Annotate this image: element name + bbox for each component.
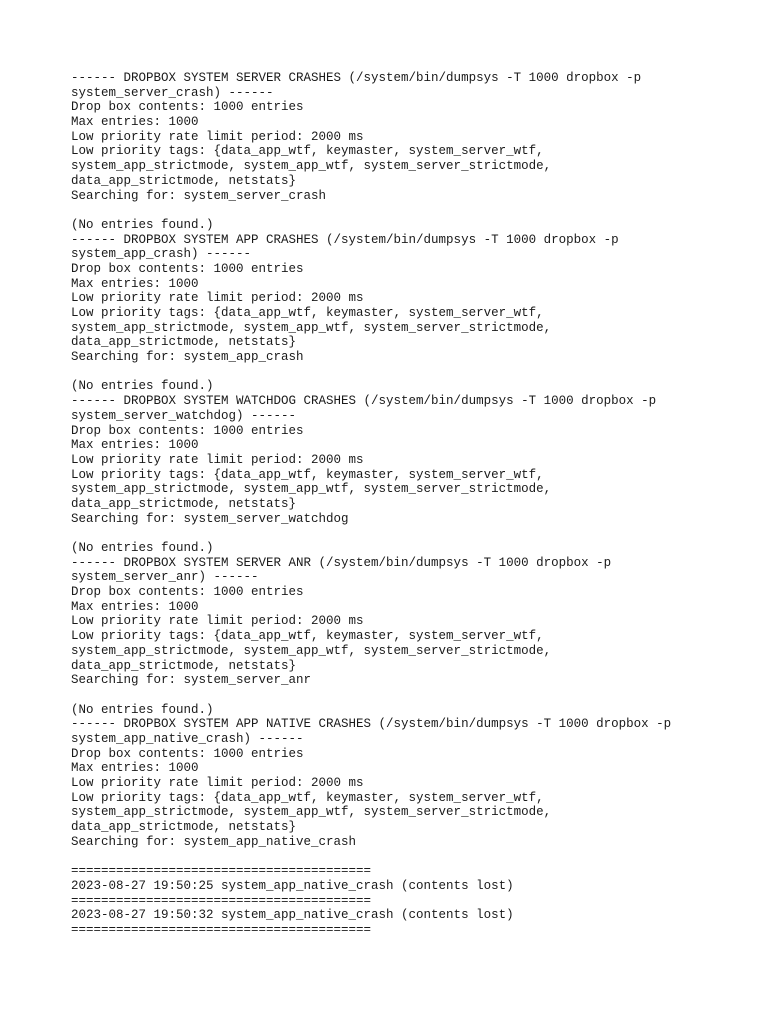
log-line: Low priority rate limit period: 2000 ms — [71, 129, 364, 144]
blank-line — [71, 203, 731, 218]
log-line: Searching for: system_server_crash — [71, 188, 327, 203]
log-line: data_app_strictmode, netstats} — [71, 335, 297, 350]
log-line: (No entries found.) — [71, 379, 214, 394]
log-line: Searching for: system_server_watchdog — [71, 511, 349, 526]
log-line: 2023-08-27 19:50:25 system_app_native_crash (contents lost) — [71, 878, 514, 893]
log-line: system_server_crash) ------ — [71, 85, 274, 100]
log-line: ------ DROPBOX SYSTEM SERVER CRASHES (/system/bin/dumpsys -T 1000 dropbox -p — [71, 71, 642, 85]
log-line: system_app_native_crash) ------ — [71, 731, 304, 746]
log-line: Drop box contents: 1000 entries — [71, 261, 304, 276]
log-line: Drop box contents: 1000 entries — [71, 100, 304, 115]
log-line: 2023-08-27 19:50:32 system_app_native_crash (contents lost) — [71, 908, 514, 923]
log-line: system_app_strictmode, system_app_wtf, system_server_strictmode, — [71, 805, 552, 820]
log-line: Max entries: 1000 — [71, 599, 199, 614]
blank-line — [71, 688, 731, 703]
log-line: (No entries found.) — [71, 217, 214, 232]
log-line: Max entries: 1000 — [71, 761, 199, 776]
log-line: Searching for: system_server_anr — [71, 673, 312, 688]
log-line: (No entries found.) — [71, 702, 214, 717]
log-line: system_app_strictmode, system_app_wtf, system_server_strictmode, — [71, 159, 552, 174]
log-line: (No entries found.) — [71, 541, 214, 555]
log-line: system_app_strictmode, system_app_wtf, system_server_strictmode, — [71, 482, 552, 497]
log-line: Low priority tags: {data_app_wtf, keymaster, system_server_wtf, — [71, 467, 544, 482]
log-line: ------ DROPBOX SYSTEM APP NATIVE CRASHES (/system/bin/dumpsys -T 1000 dropbox -p — [71, 717, 672, 732]
blank-line — [71, 849, 731, 864]
log-line: Low priority tags: {data_app_wtf, keymaster, system_server_wtf, — [71, 144, 544, 159]
log-line: Searching for: system_app_native_crash — [71, 834, 357, 849]
log-line: Low priority rate limit period: 2000 ms — [71, 776, 364, 790]
log-line: Searching for: system_app_crash — [71, 350, 304, 365]
log-line: Drop box contents: 1000 entries — [71, 746, 304, 761]
log-line: data_app_strictmode, netstats} — [71, 173, 297, 188]
log-line: data_app_strictmode, netstats} — [71, 658, 297, 673]
log-line: Max entries: 1000 — [71, 438, 199, 453]
log-line: Low priority rate limit period: 2000 ms — [71, 452, 364, 467]
log-document — [71, 71, 731, 938]
log-line: Low priority tags: {data_app_wtf, keymaster, system_server_wtf, — [71, 790, 544, 805]
log-line: Max entries: 1000 — [71, 115, 199, 130]
log-line: ------ DROPBOX SYSTEM WATCHDOG CRASHES (/system/bin/dumpsys -T 1000 dropbox -p — [71, 394, 657, 409]
log-line: ------ DROPBOX SYSTEM APP CRASHES (/system/bin/dumpsys -T 1000 dropbox -p — [71, 232, 619, 247]
log-line: Low priority tags: {data_app_wtf, keymaster, system_server_wtf, — [71, 629, 544, 644]
log-line: Drop box contents: 1000 entries — [71, 423, 304, 438]
blank-line — [71, 365, 731, 380]
log-line: Low priority rate limit period: 2000 ms — [71, 614, 364, 629]
log-line: system_app_crash) ------ — [71, 247, 252, 262]
log-line: ======================================== — [71, 864, 372, 879]
log-line: system_server_anr) ------ — [71, 570, 259, 585]
blank-line — [71, 526, 731, 541]
log-line: system_app_strictmode, system_app_wtf, system_server_strictmode, — [71, 320, 552, 335]
log-line: Low priority rate limit period: 2000 ms — [71, 291, 364, 306]
log-line: data_app_strictmode, netstats} — [71, 820, 297, 835]
log-line: ======================================== — [71, 922, 372, 937]
log-line: Drop box contents: 1000 entries — [71, 585, 304, 600]
log-line: Low priority tags: {data_app_wtf, keymaster, system_server_wtf, — [71, 306, 544, 320]
log-line: system_server_watchdog) ------ — [71, 408, 297, 423]
log-line: ======================================== — [71, 893, 372, 908]
log-line: ------ DROPBOX SYSTEM SERVER ANR (/system/bin/dumpsys -T 1000 dropbox -p — [71, 555, 612, 570]
log-line: system_app_strictmode, system_app_wtf, system_server_strictmode, — [71, 643, 552, 658]
log-line: data_app_strictmode, netstats} — [71, 496, 297, 511]
log-line: Max entries: 1000 — [71, 276, 199, 291]
